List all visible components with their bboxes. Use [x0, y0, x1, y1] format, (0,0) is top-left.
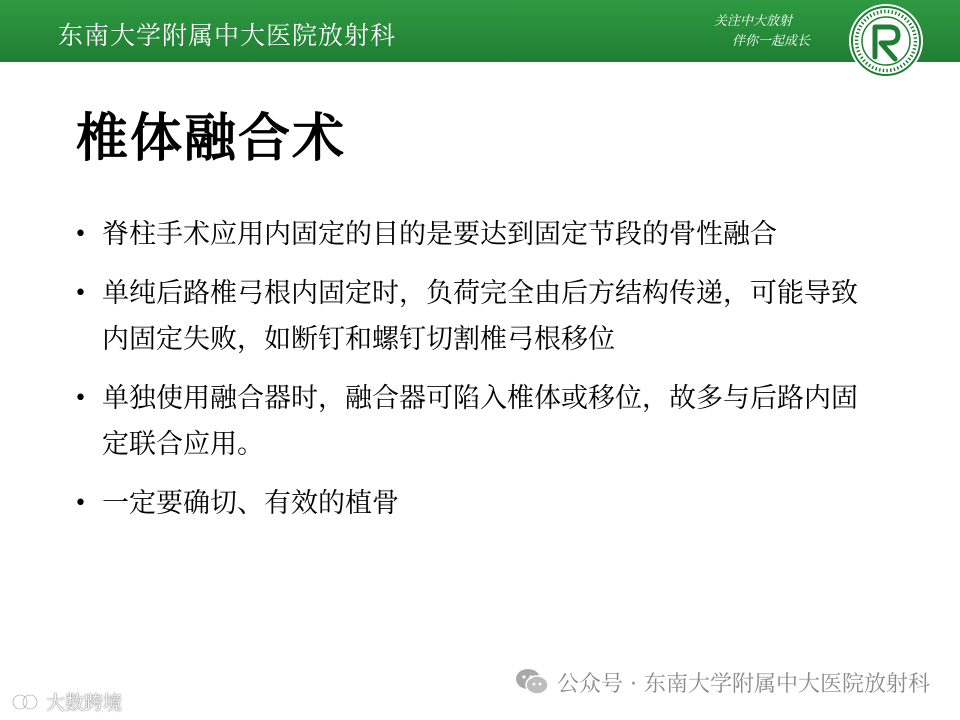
header-bar — [0, 0, 960, 62]
bullet-text: 单独使用融合器时，融合器可陷入椎体或移位，故多与后路内固定联合应用。 — [102, 383, 858, 460]
header-slogan — [714, 12, 810, 52]
wechat-icon — [515, 668, 549, 696]
bullet-text: 单纯后路椎弓根内固定时，负荷完全由后方结构传递，可能导致内固定失败，如断钉和螺钉切割椎弓根移位 — [102, 278, 858, 355]
bullet-item — [74, 212, 874, 258]
bullet-dot-icon: • — [74, 222, 87, 247]
watermark — [12, 688, 122, 715]
wechat-account-label — [515, 664, 930, 700]
wechat-account-name: 公众号 · 东南大学附属中大医院放射科 — [557, 671, 930, 697]
bullet-dot-icon: • — [74, 386, 87, 411]
slogan-line-1: 关注中大放射 — [714, 14, 793, 29]
hospital-radiology-logo-icon — [848, 3, 924, 79]
bullet-item — [74, 481, 874, 527]
header-title: 东南大学附属中大医院放射科 — [58, 21, 397, 50]
slide-title: 椎体融合术 — [76, 109, 347, 169]
bullet-text: 脊柱手术应用内固定的目的是要达到固定节段的骨性融合 — [102, 219, 777, 250]
bullet-list — [74, 212, 874, 540]
bullet-item — [74, 376, 874, 468]
slogan-line-2: 伴你一起成长 — [732, 34, 811, 49]
bullet-dot-icon: • — [74, 281, 87, 306]
bullet-text: 一定要确切、有效的植骨 — [102, 488, 399, 519]
watermark-logo-icon — [12, 692, 40, 712]
bullet-dot-icon: • — [74, 491, 87, 516]
watermark-text: 大数跨境 — [46, 692, 123, 714]
bullet-item — [74, 271, 874, 363]
